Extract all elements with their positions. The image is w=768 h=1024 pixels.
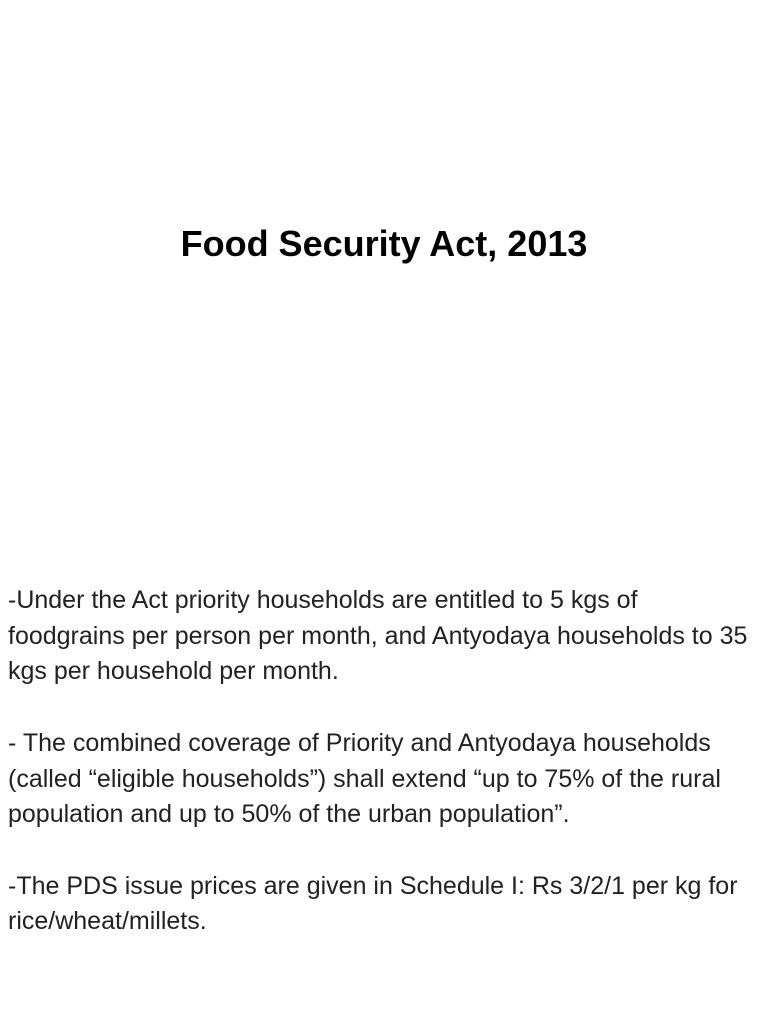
slide-title: Food Security Act, 2013	[180, 223, 588, 264]
slide-body	[8, 583, 760, 976]
bullet-paragraph-entitlement: -Under the Act priority households are entitled to 5 kgs of foodgrains per person per month, and Antyodaya households to 35 kgs per household per month.	[8, 586, 748, 686]
bullet-paragraph-issue-prices: -The PDS issue prices are given in Schedule I: Rs 3/2/1 per kg for rice/wheat/millets.	[8, 871, 738, 936]
bullet-paragraph-coverage: - The combined coverage of Priority and Antyodaya households (called “eligible households”) shall extend “up to 75% of the rural population and up to 50% of the urban population”.	[8, 728, 721, 829]
